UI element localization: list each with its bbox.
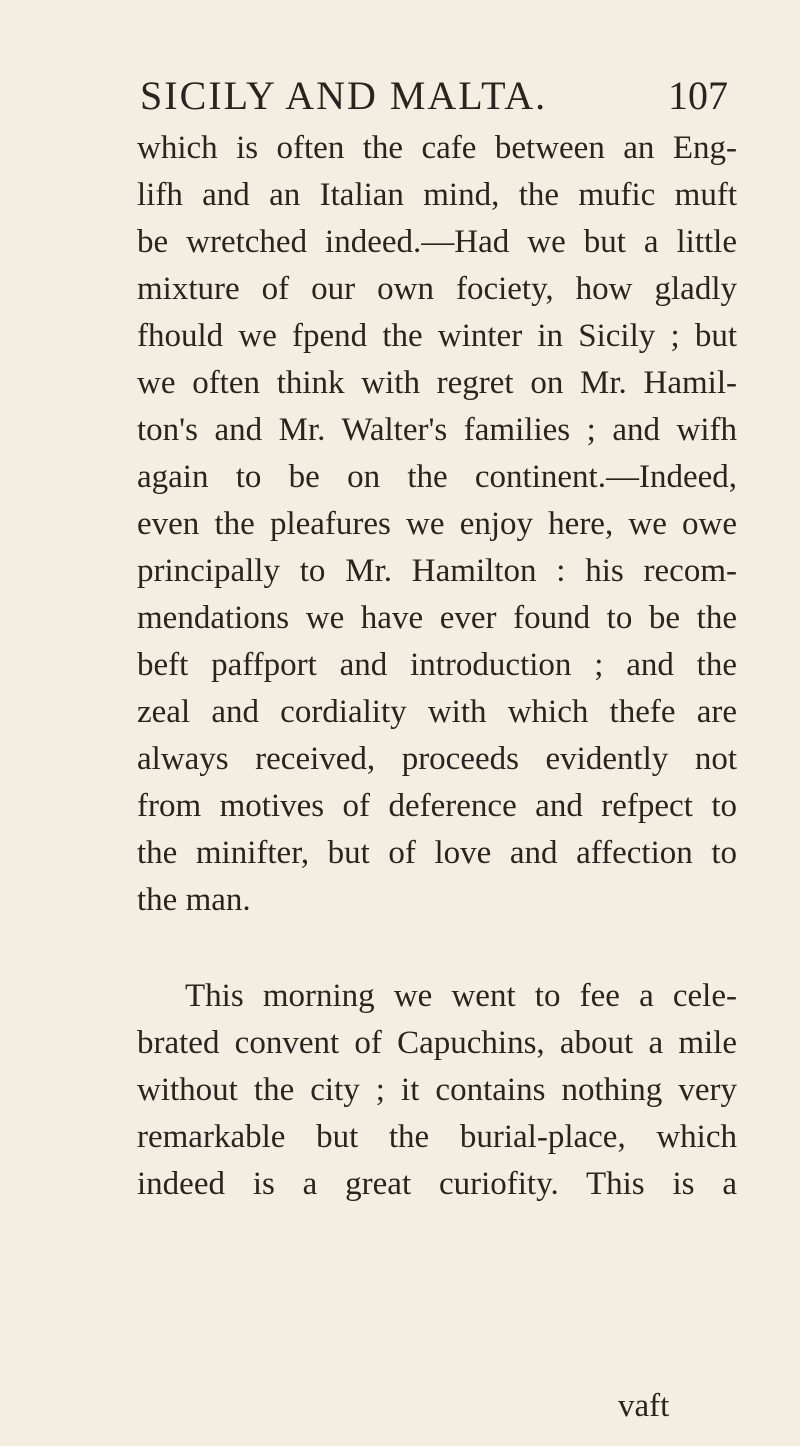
text-line: mixture of our own fociety, how gladly [137, 271, 737, 307]
text-line: remarkable but the burial-place, which [137, 1119, 737, 1155]
text-line: zeal and cordiality with which thefe are [137, 694, 737, 730]
text-line: without the city ; it contains nothing very [137, 1072, 737, 1108]
text-line: lifh and an Italian mind, the mufic muft [137, 177, 737, 213]
catchword: vaft [618, 1388, 670, 1424]
text-line: indeed is a great curiofity. This is a [137, 1166, 737, 1202]
text-line: which is often the cafe between an Eng- [137, 130, 737, 166]
text-line: beft paffport and introduction ; and the [137, 647, 737, 683]
text-line: be wretched indeed.—Had we but a little [137, 224, 737, 260]
text-line: fhould we fpend the winter in Sicily ; but [137, 318, 737, 354]
page-number: 107 [668, 73, 728, 118]
text-line: brated convent of Capuchins, about a mile [137, 1025, 737, 1061]
text-line: ton's and Mr. Walter's families ; and wifh [137, 412, 737, 448]
text-line: This morning we went to fee a cele- [185, 978, 737, 1014]
text-line: again to be on the continent.—Indeed, [137, 459, 737, 495]
text-line: the man. [137, 882, 251, 918]
running-title: SICILY AND MALTA. [140, 73, 548, 118]
text-line: from motives of deference and refpect to [137, 788, 737, 824]
text-line: even the pleafures we enjoy here, we owe [137, 506, 737, 542]
text-line: always received, proceeds evidently not [137, 741, 737, 777]
text-line: we often think with regret on Mr. Hamil- [137, 365, 737, 401]
text-line: mendations we have ever found to be the [137, 600, 737, 636]
text-line: principally to Mr. Hamilton : his recom- [137, 553, 737, 589]
text-line: the minifter, but of love and affection to [137, 835, 737, 871]
